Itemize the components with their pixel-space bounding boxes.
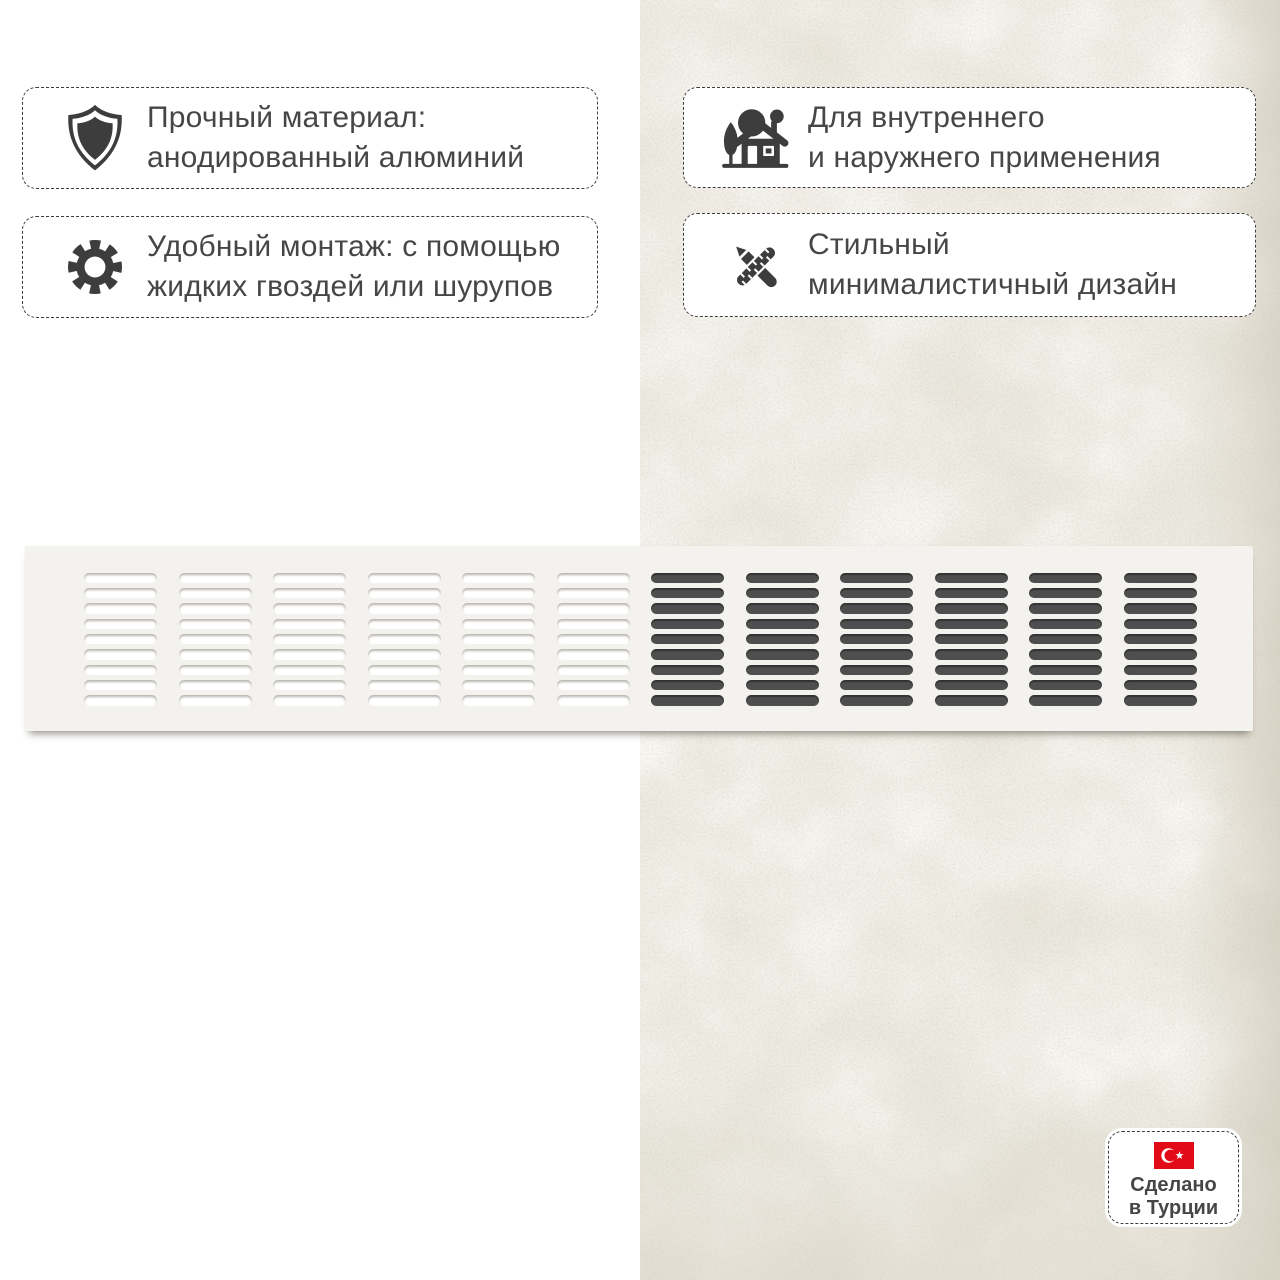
grille-slot — [935, 695, 1008, 706]
pencil-ruler-icon — [720, 229, 792, 301]
feature-line: Для внутреннего — [808, 100, 1045, 134]
grille-slot — [1029, 680, 1102, 691]
grille-slot — [557, 588, 630, 599]
grille-slot — [935, 588, 1008, 599]
grille-slot — [1124, 695, 1197, 706]
grille-slot — [557, 695, 630, 706]
grille-slot — [840, 619, 913, 630]
grille-slot — [84, 573, 157, 584]
grille-slot — [557, 619, 630, 630]
grille-slot — [84, 603, 157, 614]
grille-slot — [368, 649, 441, 660]
grille-slot — [651, 603, 724, 614]
grille-slot — [840, 603, 913, 614]
grille-slot — [746, 588, 819, 599]
grille-slot — [368, 573, 441, 584]
grille-slot — [1029, 634, 1102, 645]
grille-slot — [84, 619, 157, 630]
grille-slot — [746, 603, 819, 614]
grille-slot — [368, 588, 441, 599]
grille-slot — [84, 665, 157, 676]
grille-slot — [651, 665, 724, 676]
feature-box-design — [683, 213, 1256, 317]
made-in-text — [1129, 1174, 1218, 1220]
feature-box-usage — [683, 87, 1256, 188]
grille-slot — [1029, 603, 1102, 614]
grille-slot — [651, 649, 724, 660]
grille-slot — [273, 649, 346, 660]
grille-slot — [273, 603, 346, 614]
feature-line: Прочный материал: — [147, 101, 427, 134]
grille-slot — [840, 680, 913, 691]
grille-slot — [1029, 665, 1102, 676]
grille-slot — [273, 588, 346, 599]
grille-slot — [651, 634, 724, 645]
grille-slot — [462, 619, 535, 630]
grille-slot — [746, 573, 819, 584]
grille-slot — [840, 665, 913, 676]
feature-box-material — [22, 87, 598, 189]
grille-slot — [462, 634, 535, 645]
grille-slot — [368, 634, 441, 645]
ventilation-grille — [25, 546, 1253, 731]
grille-slot — [179, 634, 252, 645]
grille-slot — [651, 619, 724, 630]
grille-slot — [368, 603, 441, 614]
grille-slot — [368, 695, 441, 706]
grille-slot — [557, 649, 630, 660]
grille-slot — [935, 634, 1008, 645]
grille-slot — [368, 619, 441, 630]
grille-slot — [651, 680, 724, 691]
grille-slot — [368, 665, 441, 676]
grille-slot — [84, 680, 157, 691]
feature-line: анодированный алюминий — [147, 141, 525, 174]
grille-slot — [746, 649, 819, 660]
grille-slot — [1124, 619, 1197, 630]
grille-slot — [368, 680, 441, 691]
grille-slot — [840, 588, 913, 599]
grille-slot — [746, 695, 819, 706]
grille-slot — [651, 695, 724, 706]
grille-slot — [273, 695, 346, 706]
grille-slot — [179, 619, 252, 630]
grille-slot — [273, 619, 346, 630]
grille-slot — [935, 619, 1008, 630]
grille-slot — [1124, 649, 1197, 660]
grille-slot — [840, 634, 913, 645]
grille-slot — [462, 695, 535, 706]
grille-slot — [935, 573, 1008, 584]
turkey-flag-icon — [1154, 1142, 1194, 1169]
grille-slot — [935, 603, 1008, 614]
grille-slot — [84, 649, 157, 660]
grille-slot — [1124, 665, 1197, 676]
grille-slot — [1029, 695, 1102, 706]
grille-slot — [746, 634, 819, 645]
grille-slot — [840, 573, 913, 584]
grille-slot — [462, 573, 535, 584]
grille-slot — [84, 695, 157, 706]
grille-slot — [1124, 634, 1197, 645]
feature-text-design — [808, 225, 1177, 305]
grille-slot — [935, 680, 1008, 691]
made-in-badge — [1108, 1131, 1239, 1224]
grille-slot — [557, 634, 630, 645]
feature-text-material — [147, 98, 524, 178]
made-in-line: в Турции — [1128, 1197, 1219, 1219]
feature-text-usage — [808, 98, 1161, 178]
grille-slot — [179, 695, 252, 706]
grille-slot — [179, 649, 252, 660]
grille-slot — [651, 573, 724, 584]
grille-slot — [557, 665, 630, 676]
grille-slot — [746, 680, 819, 691]
grille-slot — [273, 634, 346, 645]
grille-slot — [1124, 573, 1197, 584]
feature-line: жидких гвоздей или шурупов — [147, 270, 554, 303]
grille-slot — [651, 588, 724, 599]
grille-slot — [746, 619, 819, 630]
grille-slot — [1029, 619, 1102, 630]
grille-slot — [1029, 573, 1102, 584]
grille-slot — [462, 588, 535, 599]
grille-slot — [84, 588, 157, 599]
grille-slot — [179, 588, 252, 599]
grille-slot — [179, 665, 252, 676]
grille-slot — [273, 680, 346, 691]
grille-slot — [462, 649, 535, 660]
grille-slot — [462, 603, 535, 614]
grille-slot — [1124, 603, 1197, 614]
grille-slot — [1124, 588, 1197, 599]
grille-slot — [462, 680, 535, 691]
feature-text-mounting — [147, 227, 560, 307]
grille-slot — [179, 573, 252, 584]
grille-slot — [1124, 680, 1197, 691]
feature-box-mounting — [22, 216, 598, 318]
gear-icon — [59, 231, 131, 303]
shield-icon — [59, 102, 131, 174]
grille-slot — [179, 603, 252, 614]
feature-line: Удобный монтаж: с помощью — [147, 230, 561, 263]
grille-slot — [935, 665, 1008, 676]
grille-slot — [179, 680, 252, 691]
feature-line: Стильный — [808, 228, 950, 261]
grille-slot — [1029, 588, 1102, 599]
grille-slot — [746, 665, 819, 676]
grille-slot — [84, 634, 157, 645]
grille-slot — [557, 603, 630, 614]
grille-slot — [840, 695, 913, 706]
grille-slot — [1029, 649, 1102, 660]
made-in-line: Сделано — [1130, 1174, 1217, 1196]
grille-slot — [462, 665, 535, 676]
feature-line: минималистичный дизайн — [808, 268, 1178, 301]
grille-slot — [840, 649, 913, 660]
feature-line: и наружнего применения — [808, 140, 1161, 174]
grille-slot — [273, 665, 346, 676]
grille-slot — [273, 573, 346, 584]
grille-slot — [557, 573, 630, 584]
grille-slot — [557, 680, 630, 691]
house-nature-icon — [720, 102, 792, 174]
grille-slot — [935, 649, 1008, 660]
